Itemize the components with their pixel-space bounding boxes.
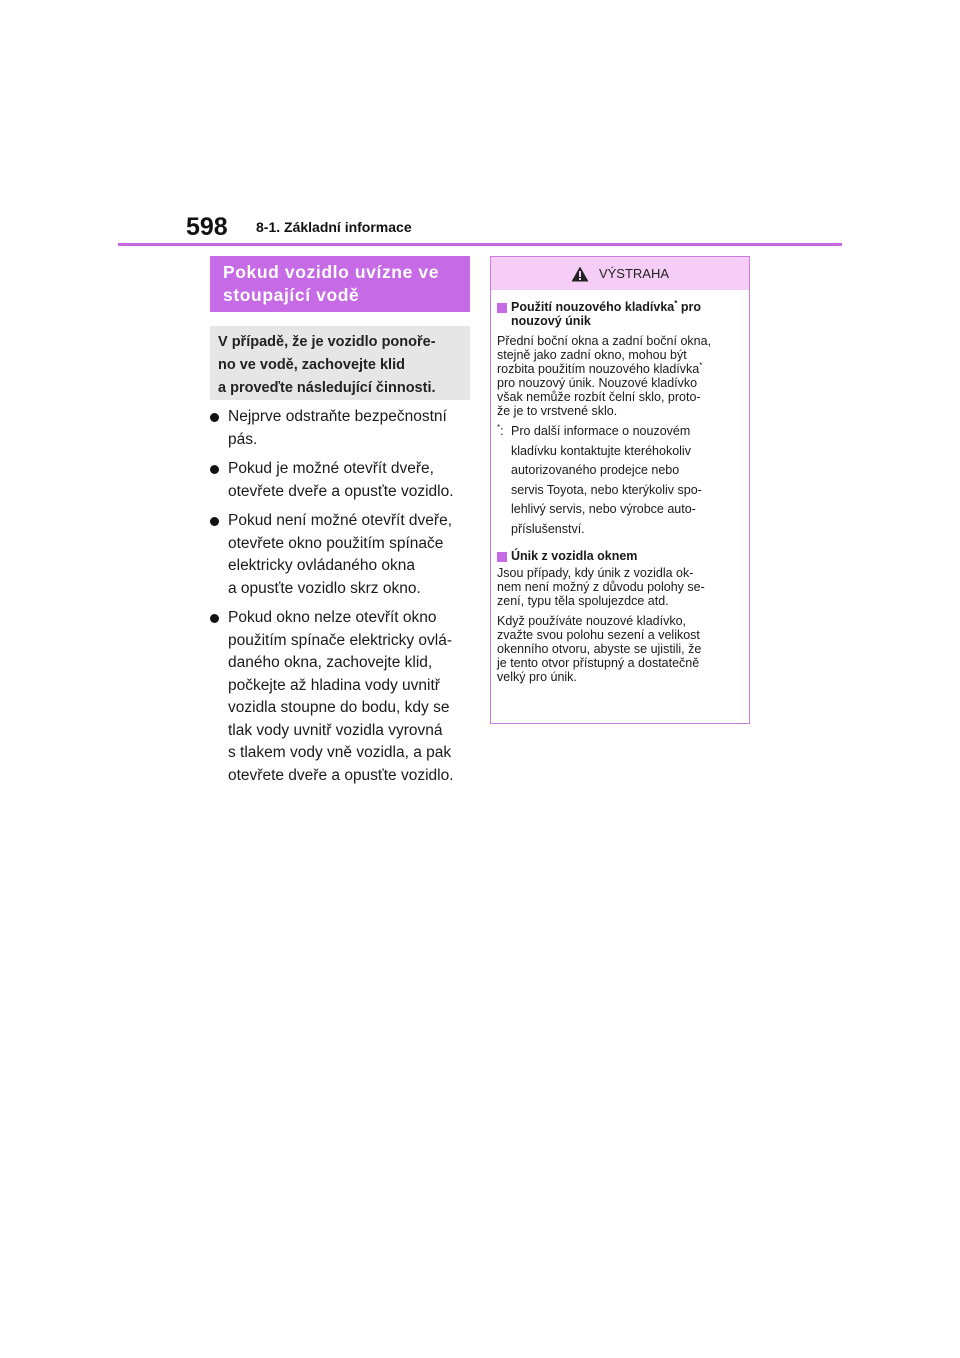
list-item-line: a opusťte vozidlo skrz okno. [228, 579, 421, 597]
warning-paragraph [497, 334, 742, 418]
paragraph-line: Když používáte nouzové kladívko, [497, 614, 687, 628]
warning-subheading [497, 300, 742, 328]
paragraph-line: rozbita použitím nouzového kladívka [497, 362, 700, 376]
paragraph-line: Přední boční okna a zadní boční okna, [497, 334, 712, 348]
instruction-list [210, 399, 472, 787]
list-item-line: Pokud není možné otevřít dveře, [228, 512, 453, 529]
footnote-marker: *: [497, 422, 504, 438]
bullet-dot-icon [210, 614, 219, 623]
list-item-line: pás. [228, 430, 258, 448]
intro-line: no ve vodě, zachovejte klid [218, 357, 405, 373]
warning-paragraph [497, 614, 742, 684]
warning-title: VÝSTRAHA [598, 266, 670, 281]
list-item-line: Nejprve odstraňte bezpečnostní [228, 408, 447, 425]
list-item-line: Pokud je možné otevřít dveře, [228, 460, 434, 477]
list-item-line: otevřete dveře a opusťte vozidlo. [228, 482, 454, 500]
bullet-dot-icon [210, 465, 219, 474]
subheading-line-2: nouzový únik [511, 314, 591, 328]
list-item-line: daného okna, zachovejte klid, [228, 654, 433, 671]
warning-triangle-icon [571, 266, 589, 282]
warning-body [491, 290, 749, 684]
topic-heading-line-1: Pokud vozidlo uvízne ve [223, 262, 440, 282]
list-item-line: otevřete okno použitím spínače [228, 534, 444, 552]
paragraph-line: stejně jako zadní okno, mohou být [497, 348, 687, 362]
subheading-text-tail: pro [677, 300, 701, 314]
footnote [497, 422, 742, 539]
subheading-text: Použití nouzového kladívka [511, 300, 675, 314]
list-item-line: počkejte až hladina vody uvnitř [228, 676, 440, 694]
list-item-line: s tlakem vody vně vozidla, a pak [228, 744, 452, 761]
paragraph-line: zvažte svou polohu sezení a velikost [497, 628, 700, 642]
topic-heading-line-2: stoupající vodě [223, 285, 360, 305]
paragraph-line: zení, typu těla spolujezdce atd. [497, 594, 669, 608]
list-item [210, 406, 472, 451]
paragraph-line: okenního otvoru, abyste se ujistili, že [497, 642, 702, 656]
square-bullet-icon [497, 552, 507, 562]
paragraph-line: je tento otvor přístupný a dostatečně [497, 656, 700, 670]
header-rule [118, 243, 842, 246]
paragraph-line: že je to vrstvené sklo. [497, 404, 618, 418]
list-item-line: otevřete dveře a opusťte vozidlo. [228, 766, 454, 784]
warning-subheading [497, 549, 742, 563]
subheading-text: Únik z vozidla oknem [511, 549, 638, 563]
list-item-line: tlak vody uvnitř vozidla vyrovná [228, 721, 443, 739]
list-item [210, 510, 472, 600]
paragraph-line: nem není možný z důvodu polohy se- [497, 580, 705, 594]
footnote-line: autorizovaného prodejce nebo [511, 463, 680, 477]
warning-header [491, 257, 749, 290]
list-item-line: elektricky ovládaného okna [228, 557, 415, 574]
footnote-line: lehlivý servis, nebo výrobce auto- [511, 502, 696, 516]
footnote-line: příslušenství. [511, 521, 585, 536]
paragraph-line: velký pro únik. [497, 670, 577, 684]
intro-line: V případě, že je vozidlo ponoře- [218, 334, 436, 350]
list-item-line: vozidla stoupne do bodu, kdy se [228, 699, 450, 716]
list-item-line: Pokud okno nelze otevřít okno [228, 609, 437, 626]
list-item [210, 607, 472, 787]
list-item-line: použitím spínače elektricky ovlá- [228, 631, 452, 649]
paragraph-line: Jsou případy, kdy únik z vozidla ok- [497, 566, 694, 580]
topic-heading [210, 256, 470, 312]
section-title: 8-1. Základní informace [256, 219, 412, 235]
footnote-line: servis Toyota, nebo kterýkoliv spo- [511, 482, 702, 497]
paragraph-line: však nemůže rozbít čelní sklo, proto- [497, 390, 701, 404]
warning-box [490, 256, 750, 724]
intro-box [210, 326, 470, 400]
paragraph-line: pro nouzový únik. Nouzové kladívko [497, 376, 698, 390]
asterisk-mark: * [674, 298, 678, 308]
bullet-dot-icon [210, 517, 219, 526]
page-number: 598 [186, 213, 228, 241]
list-item [210, 458, 472, 503]
bullet-dot-icon [210, 413, 219, 422]
square-bullet-icon [497, 303, 507, 313]
footnote-line: kladívku kontaktujte kteréhokoliv [511, 443, 691, 458]
warning-paragraph [497, 566, 742, 608]
footnote-line: Pro další informace o nouzovém [511, 424, 691, 438]
intro-line: a proveďte následující činnosti. [218, 380, 436, 396]
asterisk-mark: * [699, 360, 703, 370]
